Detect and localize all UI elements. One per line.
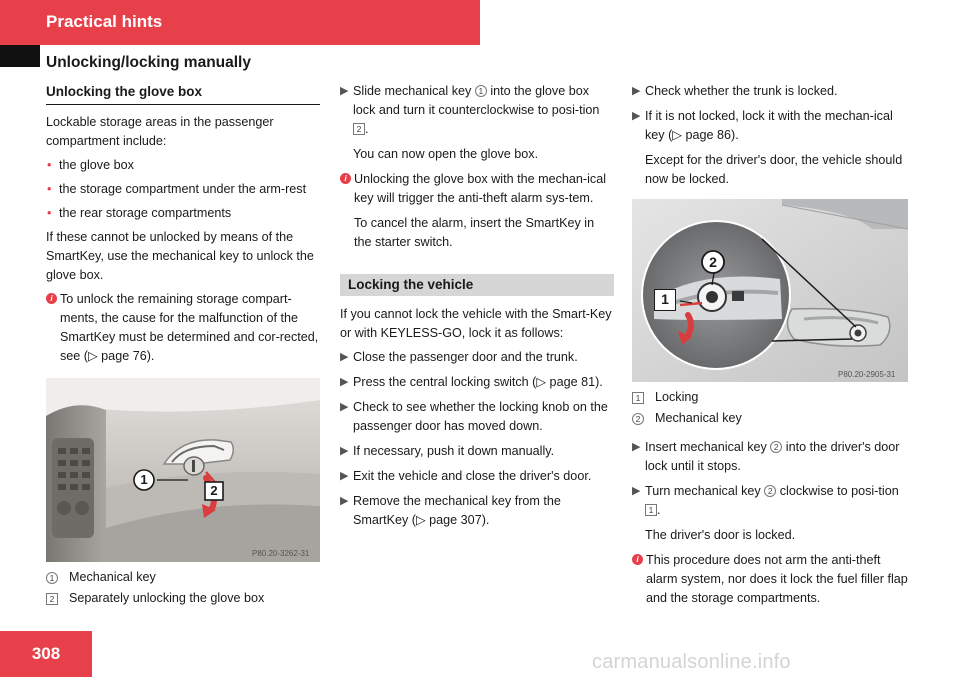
- step-text: If necessary, push it down manually.: [353, 444, 555, 458]
- step-text: Slide mechanical key: [353, 84, 472, 98]
- step-text: into the driver's door lock until it stops.: [645, 440, 900, 473]
- glovebox-paragraph: If these cannot be unlocked by means of the SmartKey, use the mechanical key to unlock the glove box.: [46, 230, 314, 282]
- info-note-continued: To cancel the alarm, insert the SmartKey in the starter switch.: [354, 216, 595, 249]
- figure-code: P80.20-3262-31: [252, 549, 310, 558]
- inline-key: 1: [645, 504, 657, 516]
- legend-text: Mechanical key: [655, 411, 742, 425]
- callout-2-label: 2: [210, 483, 218, 498]
- instruction-step: [340, 398, 614, 436]
- instruction-step: [340, 467, 614, 486]
- legend-item: [632, 388, 908, 407]
- step-text: clockwise to posi-tion: [779, 484, 899, 498]
- callout-1-label: 1: [140, 472, 148, 487]
- info-text: Unlocking the glove box with the mechan-ical key will trigger the anti-theft alarm sys-tem.: [354, 172, 607, 205]
- step-arrow-icon: ▶: [340, 376, 349, 388]
- legend-key: 1: [632, 392, 644, 404]
- locking-heading: Locking the vehicle: [340, 274, 614, 296]
- step-note: Except for the driver's door, the vehicle should now be locked.: [645, 153, 903, 186]
- instruction-step: [340, 82, 614, 139]
- legend-item: [46, 589, 320, 608]
- inline-key: 2: [764, 485, 776, 497]
- watermark: carmanualsonline.info: [592, 651, 791, 673]
- legend-text: Locking: [655, 390, 699, 404]
- column-left: [46, 82, 320, 610]
- step-text: .: [657, 503, 661, 517]
- step-text: .: [365, 122, 369, 136]
- glovebox-illustration: [46, 378, 320, 562]
- callout-1-label: 1: [654, 289, 676, 311]
- step-text: Close the passenger door and the trunk.: [353, 350, 578, 364]
- step-text: Remove the mechanical key from the SmartKey (▷ page 307).: [353, 494, 561, 527]
- step-arrow-icon: ▶: [632, 441, 641, 453]
- step-text: If it is not locked, lock it with the mechan-ical key (▷ page 86).: [645, 109, 893, 142]
- step-arrow-icon: ▶: [632, 110, 641, 122]
- instruction-step: [632, 438, 908, 476]
- instruction-step: [632, 482, 908, 520]
- info-text: To unlock the remaining storage compart-ments, the cause for the malfunction of the SmartKey must be determined and cor-rected, see (▷ page 76).: [60, 292, 319, 363]
- instruction-step: [632, 107, 908, 145]
- info-note: [46, 290, 320, 366]
- step-arrow-icon: ▶: [340, 470, 349, 482]
- header-accent-block: [0, 45, 40, 67]
- step-arrow-icon: ▶: [340, 495, 349, 507]
- step-text: Press the central locking switch (▷ page 81).: [353, 375, 603, 389]
- legend-item: [632, 409, 908, 428]
- step-arrow-icon: ▶: [632, 485, 641, 497]
- step-arrow-icon: ▶: [340, 351, 349, 363]
- bullet-item: • the storage compartment under the arm-rest: [46, 180, 320, 199]
- instruction-step: [340, 442, 614, 461]
- info-text: This procedure does not arm the anti-theft alarm system, nor does it lock the fuel filler flap and the storage compartments.: [646, 553, 908, 605]
- legend-text: Separately unlocking the glove box: [69, 591, 265, 605]
- column-right: [632, 82, 908, 614]
- step-note: The driver's door is locked.: [645, 528, 796, 542]
- page-title: Unlocking/locking manually: [46, 54, 251, 71]
- locking-intro: If you cannot lock the vehicle with the Smart-Key or with KEYLESS-GO, lock it as follows:: [340, 307, 612, 340]
- step-arrow-icon: ▶: [340, 445, 349, 457]
- step-arrow-icon: ▶: [632, 85, 641, 97]
- step-text: Exit the vehicle and close the driver's door.: [353, 469, 592, 483]
- column-middle: [340, 82, 614, 536]
- callout-2-label: 2: [709, 254, 717, 270]
- legend-key: 2: [46, 593, 58, 605]
- instruction-step: [340, 492, 614, 530]
- figure-code: P80.20-2905-31: [838, 370, 896, 379]
- legend-item: [46, 568, 320, 587]
- info-icon: i: [340, 173, 351, 184]
- inline-key: 1: [475, 85, 487, 97]
- glovebox-heading: Unlocking the glove box: [46, 82, 320, 105]
- info-note: [340, 170, 614, 208]
- page-number: 308: [31, 644, 61, 663]
- step-note: You can now open the glove box.: [353, 147, 539, 161]
- info-note: [632, 551, 908, 608]
- step-arrow-icon: ▶: [340, 401, 349, 413]
- step-arrow-icon: ▶: [340, 85, 349, 97]
- section-title: Practical hints: [46, 12, 163, 31]
- inline-key: 2: [770, 441, 782, 453]
- instruction-step: [632, 82, 908, 101]
- legend-key: 2: [632, 413, 644, 425]
- step-text: into the glove box lock and turn it counterclockwise to posi-tion: [353, 84, 600, 117]
- step-text: Insert mechanical key: [645, 440, 767, 454]
- step-text: Check whether the trunk is locked.: [645, 84, 838, 98]
- instruction-step: [340, 348, 614, 367]
- section-header-bar: [0, 0, 480, 45]
- legend-key: 1: [46, 572, 58, 584]
- info-icon: i: [46, 293, 57, 304]
- bullet-item: • the glove box: [46, 156, 320, 175]
- inline-key: 2: [353, 123, 365, 135]
- step-text: Turn mechanical key: [645, 484, 761, 498]
- bullet-item: • the rear storage compartments: [46, 204, 320, 223]
- glovebox-intro: Lockable storage areas in the passenger compartment include:: [46, 115, 274, 148]
- instruction-step: [340, 373, 614, 392]
- page-number-tab: [0, 631, 92, 677]
- door-lock-figure: [632, 199, 908, 382]
- step-text: Check to see whether the locking knob on the passenger door has moved down.: [353, 400, 608, 433]
- glovebox-figure: [46, 378, 320, 562]
- info-icon: i: [632, 554, 643, 565]
- legend-text: Mechanical key: [69, 570, 156, 584]
